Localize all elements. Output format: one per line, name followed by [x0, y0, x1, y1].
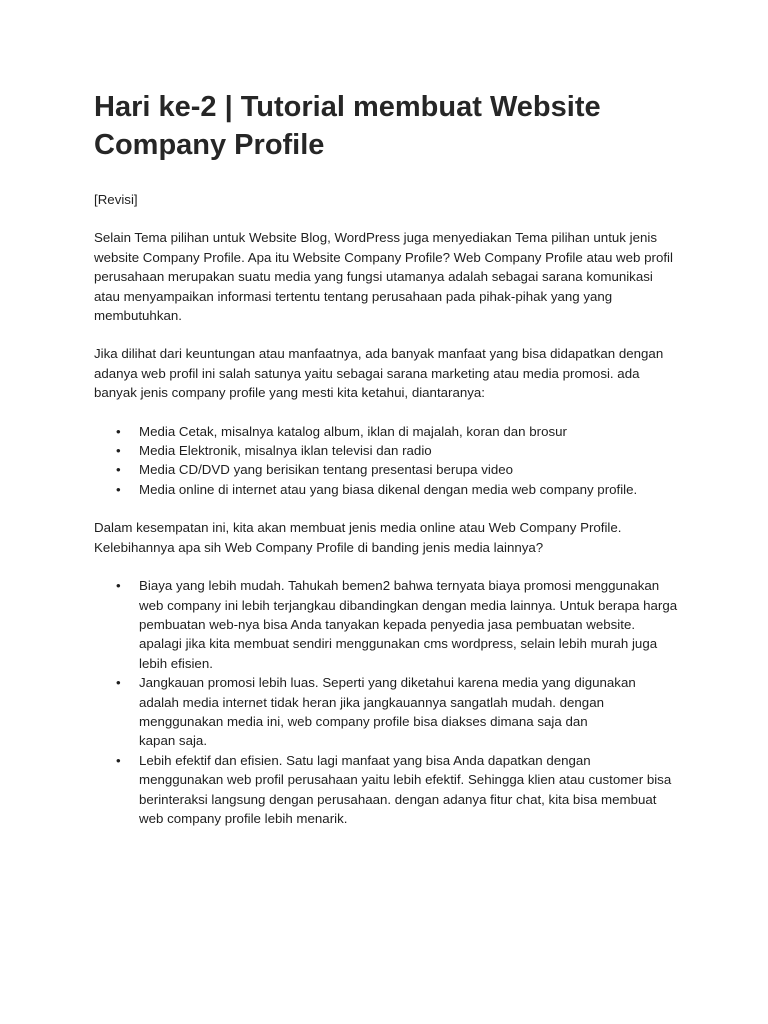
revision-note: [Revisi] [94, 192, 138, 207]
list-item-text: Media Elektronik, misalnya iklan televisi dan radio [139, 443, 432, 459]
list-item [116, 460, 678, 479]
advantages-list [94, 576, 678, 828]
list-item [116, 576, 678, 673]
document-title: Hari ke-2 | Tutorial membuat Website Company Profile [94, 91, 601, 161]
bullet-icon: • [116, 675, 121, 691]
list-item-text: Media Cetak, misalnya katalog album, iklan di majalah, koran dan brosur [139, 423, 567, 439]
bullet-icon: • [116, 462, 121, 478]
list-item [116, 441, 678, 460]
paragraph-benefits: Jika dilihat dari keuntungan atau manfaatnya, ada banyak manfaat yang bisa didapatkan dengan adanya web profil ini salah satunya yaitu sebagai sarana marketing atau media promosi. ada banyak jenis company profile yang mesti kita ketahui, diantaranya: [94, 346, 664, 401]
bullet-icon: • [116, 578, 121, 594]
list-item-text: Biaya yang lebih mudah. Tahukah bemen2 bahwa ternyata biaya promosi menggunakan web company ini lebih terjangkau dibandingkan dengan media lainnya. Untuk berapa harga pembuatan web-nya bisa Anda tanyakan kepada penyedia jasa pembuatan website. apalagi jika kita membuat sendiri menggunakan cms wordpress, selain lebih murah juga lebih efisien. [139, 578, 678, 671]
media-types-list [94, 422, 678, 500]
paragraph-occasion: Dalam kesempatan ini, kita akan membuat jenis media online atau Web Company Profile. Kelebihannya apa sih Web Company Profile di banding jenis media lainnya? [94, 520, 622, 555]
list-item [116, 422, 678, 441]
list-item-text: Lebih efektif dan efisien. Satu lagi manfaat yang bisa Anda dapatkan dengan menggunakan web profil perusahaan yaitu lebih efektif. Sehingga klien atau customer bisa berinteraksi langsung dengan perusahaan. dengan adanya fitur chat, kita bisa membuat web company profile lebih menarik. [139, 752, 672, 826]
bullet-icon: • [116, 443, 121, 459]
list-item-text: Media CD/DVD yang berisikan tentang presentasi berupa video [139, 462, 514, 478]
list-item-text: Jangkauan promosi lebih luas. Seperti yang diketahui karena media yang digunakan adalah media internet tidak heran jika jangkauannya sangatlah mudah. dengan menggunakan media ini, web company profile bisa diakses dimana saja dan kapan saja. [139, 675, 636, 749]
paragraph-intro: Selain Tema pilihan untuk Website Blog, WordPress juga menyediakan Tema pilihan untuk jenis website Company Profile. Apa itu Website Company Profile? Web Company Profile atau web profil perusahaan merupakan suatu media yang fungsi utamanya adalah sebagai sarana komunikasi atau menyampaikan informasi tertentu tentang perusahaan pada pihak-pihak yang yang membutuhkan. [94, 230, 673, 324]
document-body [94, 190, 678, 828]
list-item [116, 751, 678, 829]
list-item [116, 673, 678, 751]
bullet-icon: • [116, 423, 121, 439]
list-item-text: Media online di internet atau yang biasa dikenal dengan media web company profile. [139, 481, 638, 497]
bullet-icon: • [116, 752, 121, 768]
bullet-icon: • [116, 481, 121, 497]
list-item [116, 480, 678, 499]
